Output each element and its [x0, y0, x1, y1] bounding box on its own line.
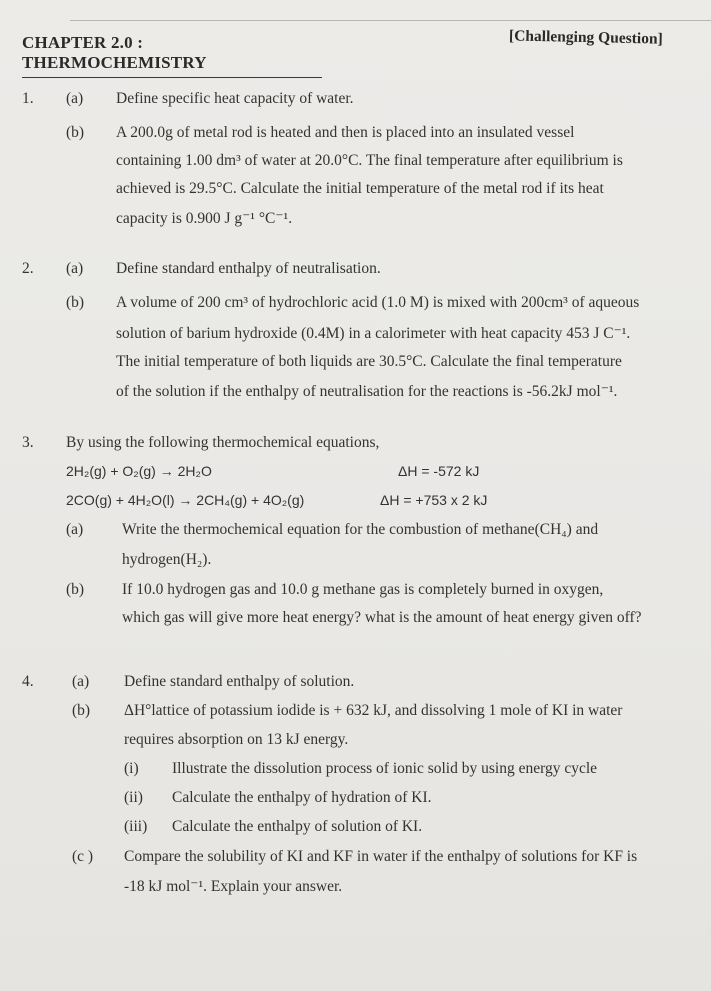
q4-number: 4. [22, 673, 34, 690]
q4-a-label: (a) [72, 673, 90, 690]
q2-b-line: A volume of 200 cm³ of hydrochloric acid (1.0 M) is mixed with 200cm³ of aqueous [116, 294, 640, 311]
q3-equation-1: 2H₂(g) + O₂(g) → 2H₂O [66, 463, 212, 479]
q3-a-line: Write the thermochemical equation for the combustion of methane(CH₄) and [122, 521, 599, 538]
q2-number: 2. [22, 260, 34, 277]
q1-b-line: capacity is 0.900 J g⁻¹ °C⁻¹. [116, 210, 293, 227]
top-divider [70, 20, 711, 21]
q3-enthalpy-1: ΔH = -572 kJ [398, 463, 480, 479]
q2-b-line: solution of barium hydroxide (0.4M) in a calorimeter with heat capacity 453 J C⁻¹. [116, 325, 631, 342]
q3-enthalpy-2: ΔH = +753 x 2 kJ [380, 492, 488, 508]
q2-a-text: Define standard enthalpy of neutralisation. [116, 260, 381, 277]
q4-c-line: Compare the solubility of KI and KF in water if the enthalpy of solutions for KF is [124, 848, 638, 865]
q2-b-line: The initial temperature of both liquids are 30.5°C. Calculate the final temperature [116, 353, 622, 370]
challenging-question-tag: [Challenging Question] [508, 27, 663, 48]
q4-ii-text: Calculate the enthalpy of hydration of KI. [172, 789, 432, 806]
q4-iii-label: (iii) [124, 818, 148, 835]
q1-number: 1. [22, 90, 34, 107]
q1-b-line: containing 1.00 dm³ of water at 20.0°C. The final temperature after equilibrium is [116, 152, 623, 169]
q2-b-label: (b) [66, 294, 85, 311]
q3-b-line: If 10.0 hydrogen gas and 10.0 g methane gas is completely burned in oxygen, [122, 581, 604, 598]
q4-i-text: Illustrate the dissolution process of ionic solid by using energy cycle [172, 760, 598, 777]
q2-b-line: of the solution if the enthalpy of neutralisation for the reactions is -56.2kJ mol⁻¹. [116, 383, 618, 400]
q3-equation-2: 2CO(g) + 4H₂O(l) → 2CH₄(g) + 4O₂(g) [66, 492, 305, 508]
q4-b-label: (b) [72, 702, 91, 719]
q1-a-label: (a) [66, 90, 84, 107]
q4-c-label: (c ) [72, 848, 94, 865]
q3-a-line: hydrogen(H₂). [122, 551, 212, 568]
q4-b-line: ΔH°lattice of potassium iodide is + 632 kJ, and dissolving 1 mole of KI in water [124, 702, 623, 719]
q3-number: 3. [22, 434, 34, 451]
q3-b-label: (b) [66, 581, 85, 598]
q1-b-line: A 200.0g of metal rod is heated and then is placed into an insulated vessel [116, 124, 575, 141]
q3-b-line: which gas will give more heat energy? what is the amount of heat energy given off? [122, 609, 642, 626]
q1-b-line: achieved is 29.5°C. Calculate the initial temperature of the metal rod if its heat [116, 180, 604, 197]
q4-c-line: -18 kJ mol⁻¹. Explain your answer. [124, 878, 343, 895]
q1-b-label: (b) [66, 124, 85, 141]
q1-a-text: Define specific heat capacity of water. [116, 90, 354, 107]
chapter-title: CHAPTER 2.0 : THERMOCHEMISTRY [22, 33, 322, 78]
q3-a-label: (a) [66, 521, 84, 538]
q3-intro: By using the following thermochemical equations, [66, 434, 380, 451]
q4-b-line: requires absorption on 13 kJ energy. [124, 731, 349, 748]
q4-a-text: Define standard enthalpy of solution. [124, 673, 355, 690]
q4-i-label: (i) [124, 760, 139, 777]
q4-ii-label: (ii) [124, 789, 143, 806]
q2-a-label: (a) [66, 260, 84, 277]
q4-iii-text: Calculate the enthalpy of solution of KI. [172, 818, 423, 835]
